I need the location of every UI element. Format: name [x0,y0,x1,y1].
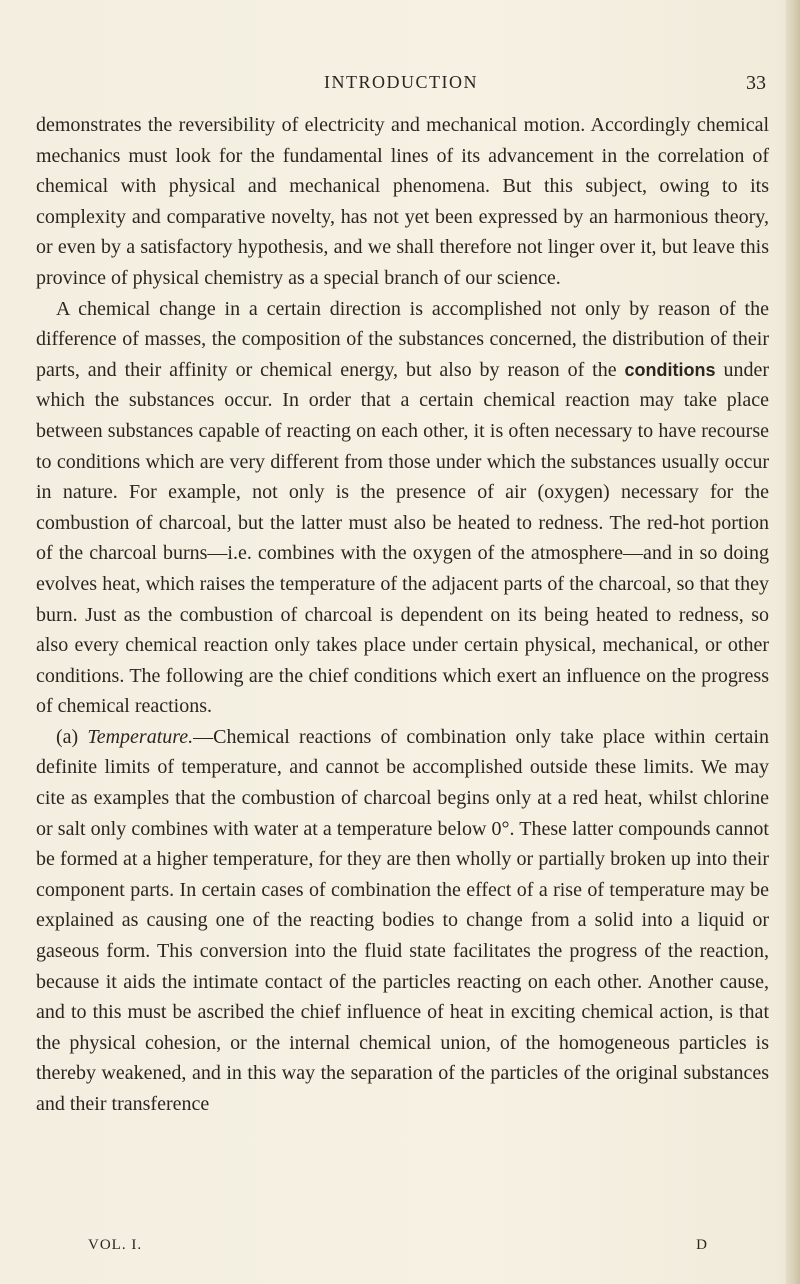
paragraph-2-text-a: A chemical change in a certain direction is accomplished not only by reason of the difference of masses, the composition of the substances concerned, the distribution of their parts, and their affinity or chemical energy, but also by reason of the [36,297,769,381]
signature-mark: D [696,1237,708,1253]
paragraph-2 [36,294,769,722]
paragraph-3 [36,722,769,1120]
page-binding-edge [786,0,800,1284]
paragraph-2-emphasis: conditions [624,359,716,380]
paragraph-2-text-b: under which the substances occur. In order that a certain chemical reaction may take place between substances capable of reacting on each other, it is often necessary to have recourse to conditions which are very different from those under which the substances usually occur in nature. For example, not only is the presence of air (oxygen) necessary for the combustion of charcoal, but the latter must also be heated to redness. The red-hot portion of the charcoal burns—i.e. combines with the oxygen of the atmosphere—and in so doing evolves heat, which raises the temperature of the adjacent parts of the charcoal, so that they burn. Just as the combustion of charcoal is dependent on its being heated to redness, so also every chemical reaction only takes place under certain physical, mechanical, or other conditions. The following are the chief conditions which exert an influence on the progress of chemical reactions. [36,358,769,718]
page-footer [88,1237,708,1261]
body-text [36,110,769,1120]
volume-mark: VOL. I. [88,1237,143,1253]
paragraph-3-label: (a) [56,725,88,748]
running-head: INTRODUCTION [324,72,478,92]
paragraph-1: demonstrates the reversibility of electricity and mechanical motion. Accordingly chemical mechanics must look for the fundamental lines of its advancement in the correlation of chemical with physical and mechanical phenomena. But this subject, owing to its complexity and comparative novelty, has not yet been expressed by an harmonious theory, or even by a satisfactory hypothesis, and we shall therefore not linger over it, but leave this province of physical chemistry as a special branch of our science. [36,114,769,289]
page-header [36,72,766,102]
page-number: 33 [746,72,766,94]
paragraph-3-title: Temperature. [87,725,194,748]
paragraph-3-body: —Chemical reactions of combination only take place within certain definite limits of temperature, and cannot be accomplished outside these limits. We may cite as examples that the combustion of charcoal begins only at a red heat, whilst chlorine or salt only combines with water at a temperature below 0°. These latter compounds cannot be formed at a higher temperature, for they are then wholly or partially broken up into their component parts. In certain cases of combination the effect of a rise of temperature may be explained as causing one of the reacting bodies to change from a solid into a liquid or gaseous form. This conversion into the fluid state facilitates the progress of the reaction, because it aids the intimate contact of the particles reacting on each other. Another cause, and to this must be ascribed the chief influence of heat in exciting chemical action, is that the physical cohesion, or the internal chemical union, of the homogeneous particles is thereby weakened, and in this way the separation of the particles of the original substances and their transference [36,725,769,1115]
